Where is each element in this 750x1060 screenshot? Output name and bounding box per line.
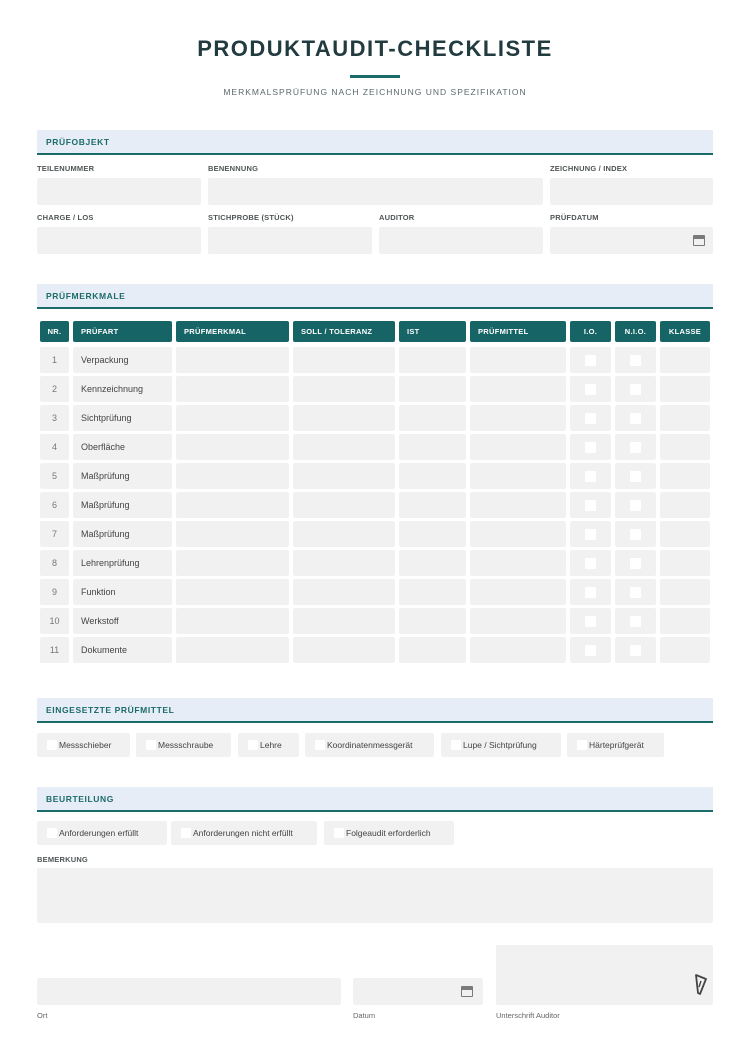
soll-toleranz-input[interactable] bbox=[293, 608, 395, 634]
nio-cell bbox=[615, 405, 656, 431]
charge-field[interactable] bbox=[37, 227, 201, 254]
pruefart-cell: Dokumente bbox=[73, 637, 172, 663]
checkbox[interactable] bbox=[248, 740, 258, 750]
soll-toleranz-input[interactable] bbox=[293, 347, 395, 373]
pruefart-cell: Maßprüfung bbox=[73, 492, 172, 518]
row-number: 5 bbox=[40, 463, 69, 489]
ort-label: Ort bbox=[37, 1011, 48, 1020]
stichprobe-label: STICHPROBE (STÜCK) bbox=[208, 213, 294, 222]
pruefmittel-input[interactable] bbox=[470, 376, 566, 402]
io-cell bbox=[570, 434, 611, 460]
pruefmerkmal-input[interactable] bbox=[176, 521, 289, 547]
option-label: Lehre bbox=[260, 740, 282, 750]
io-checkbox[interactable] bbox=[585, 471, 596, 482]
option-anforderungen-erfuellt[interactable] bbox=[37, 821, 167, 845]
io-checkbox[interactable] bbox=[585, 355, 596, 366]
bemerkung-field[interactable] bbox=[37, 868, 713, 923]
section-pruefobjekt bbox=[37, 130, 713, 155]
calendar-icon[interactable] bbox=[693, 235, 705, 246]
section-beurteilung bbox=[37, 787, 713, 812]
unterschrift-label: Unterschrift Auditor bbox=[496, 1011, 560, 1020]
klasse-input[interactable] bbox=[660, 376, 710, 402]
datum-field[interactable] bbox=[353, 978, 483, 1005]
soll-toleranz-input[interactable] bbox=[293, 463, 395, 489]
column-header-pruefmerkmal: PRÜFMERKMAL bbox=[176, 321, 289, 342]
option-koordinatenmessgeraet[interactable] bbox=[305, 733, 434, 757]
io-cell bbox=[570, 463, 611, 489]
option-label: Anforderungen erfüllt bbox=[59, 828, 139, 838]
io-cell bbox=[570, 550, 611, 576]
io-cell bbox=[570, 637, 611, 663]
pruefmerkmal-input[interactable] bbox=[176, 608, 289, 634]
option-label: Lupe / Sichtprüfung bbox=[463, 740, 537, 750]
option-messschraube[interactable] bbox=[136, 733, 231, 757]
klasse-input[interactable] bbox=[660, 608, 710, 634]
column-header-ist: IST bbox=[399, 321, 466, 342]
option-label: Messschieber bbox=[59, 740, 112, 750]
klasse-input[interactable] bbox=[660, 434, 710, 460]
option-label: Koordinatenmessgerät bbox=[327, 740, 413, 750]
ist-input[interactable] bbox=[399, 579, 466, 605]
pruefmittel-input[interactable] bbox=[470, 405, 566, 431]
option-haertepruefgeraet[interactable] bbox=[567, 733, 664, 757]
io-cell bbox=[570, 376, 611, 402]
row-number: 2 bbox=[40, 376, 69, 402]
option-lupe-sichtpruefung[interactable] bbox=[441, 733, 561, 757]
soll-toleranz-input[interactable] bbox=[293, 405, 395, 431]
row-number: 10 bbox=[40, 608, 69, 634]
nio-checkbox[interactable] bbox=[630, 558, 641, 569]
column-header-io: I.O. bbox=[570, 321, 611, 342]
io-cell bbox=[570, 521, 611, 547]
ist-input[interactable] bbox=[399, 550, 466, 576]
io-checkbox[interactable] bbox=[585, 442, 596, 453]
io-checkbox[interactable] bbox=[585, 384, 596, 395]
soll-toleranz-input[interactable] bbox=[293, 637, 395, 663]
pruefmittel-input[interactable] bbox=[470, 434, 566, 460]
pruefmerkmal-input[interactable] bbox=[176, 463, 289, 489]
io-checkbox[interactable] bbox=[585, 500, 596, 511]
pruefdatum-field[interactable] bbox=[550, 227, 713, 254]
pruefmittel-input[interactable] bbox=[470, 637, 566, 663]
option-label: Folgeaudit erforderlich bbox=[346, 828, 431, 838]
teilenummer-label: TEILENUMMER bbox=[37, 164, 95, 173]
pruefart-cell: Funktion bbox=[73, 579, 172, 605]
io-checkbox[interactable] bbox=[585, 558, 596, 569]
ist-input[interactable] bbox=[399, 376, 466, 402]
io-checkbox[interactable] bbox=[585, 529, 596, 540]
pruefmerkmal-input[interactable] bbox=[176, 405, 289, 431]
column-header-nr: NR. bbox=[40, 321, 69, 342]
pruefmittel-input[interactable] bbox=[470, 492, 566, 518]
option-messschieber[interactable] bbox=[37, 733, 130, 757]
soll-toleranz-input[interactable] bbox=[293, 434, 395, 460]
column-header-pruefmittel: PRÜFMITTEL bbox=[470, 321, 566, 342]
nio-cell bbox=[615, 550, 656, 576]
pruefart-cell: Werkstoff bbox=[73, 608, 172, 634]
nio-checkbox[interactable] bbox=[630, 471, 641, 482]
io-cell bbox=[570, 347, 611, 373]
io-checkbox[interactable] bbox=[585, 616, 596, 627]
column-header-pruefart: PRÜFART bbox=[73, 321, 172, 342]
io-cell bbox=[570, 579, 611, 605]
pruefmerkmal-input[interactable] bbox=[176, 347, 289, 373]
io-cell bbox=[570, 492, 611, 518]
klasse-input[interactable] bbox=[660, 521, 710, 547]
soll-toleranz-input[interactable] bbox=[293, 521, 395, 547]
pruefmerkmal-input[interactable] bbox=[176, 376, 289, 402]
pruefdatum-label: PRÜFDATUM bbox=[550, 213, 599, 222]
section-pruefmerkmale bbox=[37, 284, 713, 309]
klasse-input[interactable] bbox=[660, 463, 710, 489]
bemerkung-label: BEMERKUNG bbox=[37, 855, 88, 864]
zeichnung-field[interactable] bbox=[550, 178, 713, 205]
checkbox[interactable] bbox=[334, 828, 344, 838]
io-checkbox[interactable] bbox=[585, 645, 596, 656]
zeichnung-label: ZEICHNUNG / INDEX bbox=[550, 164, 628, 173]
checkbox[interactable] bbox=[315, 740, 325, 750]
checkbox[interactable] bbox=[577, 740, 587, 750]
auditor-field[interactable] bbox=[379, 227, 543, 254]
pruefmittel-input[interactable] bbox=[470, 579, 566, 605]
nio-cell bbox=[615, 376, 656, 402]
section-heading: PRÜFMERKMALE bbox=[46, 291, 126, 301]
nio-checkbox[interactable] bbox=[630, 384, 641, 395]
column-header-nio: N.I.O. bbox=[615, 321, 656, 342]
calendar-icon[interactable] bbox=[461, 986, 473, 997]
section-pruefmittel bbox=[37, 698, 713, 723]
io-cell bbox=[570, 405, 611, 431]
nio-cell bbox=[615, 492, 656, 518]
row-number: 9 bbox=[40, 579, 69, 605]
ist-input[interactable] bbox=[399, 608, 466, 634]
pruefmittel-input[interactable] bbox=[470, 608, 566, 634]
soll-toleranz-input[interactable] bbox=[293, 376, 395, 402]
nio-checkbox[interactable] bbox=[630, 442, 641, 453]
ist-input[interactable] bbox=[399, 463, 466, 489]
pruefmittel-input[interactable] bbox=[470, 463, 566, 489]
pruefmittel-input[interactable] bbox=[470, 347, 566, 373]
soll-toleranz-input[interactable] bbox=[293, 579, 395, 605]
ist-input[interactable] bbox=[399, 521, 466, 547]
nio-checkbox[interactable] bbox=[630, 587, 641, 598]
io-checkbox[interactable] bbox=[585, 587, 596, 598]
ort-field[interactable] bbox=[37, 978, 341, 1005]
pruefmittel-input[interactable] bbox=[470, 521, 566, 547]
pruefart-cell: Verpackung bbox=[73, 347, 172, 373]
pruefmerkmal-input[interactable] bbox=[176, 637, 289, 663]
pruefmerkmal-input[interactable] bbox=[176, 579, 289, 605]
checkbox[interactable] bbox=[146, 740, 156, 750]
pruefart-cell: Oberfläche bbox=[73, 434, 172, 460]
benennung-field[interactable] bbox=[208, 178, 543, 205]
checkbox[interactable] bbox=[47, 828, 57, 838]
pruefart-cell: Lehrenprüfung bbox=[73, 550, 172, 576]
io-checkbox[interactable] bbox=[585, 413, 596, 424]
klasse-input[interactable] bbox=[660, 405, 710, 431]
nio-cell bbox=[615, 463, 656, 489]
checkbox[interactable] bbox=[181, 828, 191, 838]
nio-checkbox[interactable] bbox=[630, 529, 641, 540]
checkbox[interactable] bbox=[47, 740, 57, 750]
klasse-input[interactable] bbox=[660, 637, 710, 663]
row-number: 7 bbox=[40, 521, 69, 547]
teilenummer-field[interactable] bbox=[37, 178, 201, 205]
auditor-label: AUDITOR bbox=[379, 213, 415, 222]
section-heading: EINGESETZTE PRÜFMITTEL bbox=[46, 705, 175, 715]
option-label: Härteprüfgerät bbox=[589, 740, 644, 750]
soll-toleranz-input[interactable] bbox=[293, 492, 395, 518]
nio-checkbox[interactable] bbox=[630, 645, 641, 656]
nio-cell bbox=[615, 637, 656, 663]
section-heading: BEURTEILUNG bbox=[46, 794, 114, 804]
klasse-input[interactable] bbox=[660, 347, 710, 373]
page-subtitle: MERKMALSPRÜFUNG NACH ZEICHNUNG UND SPEZIFIKATION bbox=[223, 87, 527, 97]
nio-checkbox[interactable] bbox=[630, 413, 641, 424]
row-number: 11 bbox=[40, 637, 69, 663]
klasse-input[interactable] bbox=[660, 492, 710, 518]
stichprobe-field[interactable] bbox=[208, 227, 372, 254]
pruefart-cell: Maßprüfung bbox=[73, 521, 172, 547]
section-heading: PRÜFOBJEKT bbox=[46, 137, 110, 147]
row-number: 3 bbox=[40, 405, 69, 431]
pen-nib-icon bbox=[693, 973, 709, 997]
ist-input[interactable] bbox=[399, 405, 466, 431]
pruefmerkmal-input[interactable] bbox=[176, 550, 289, 576]
pruefmerkmal-input[interactable] bbox=[176, 434, 289, 460]
nio-cell bbox=[615, 521, 656, 547]
nio-checkbox[interactable] bbox=[630, 616, 641, 627]
ist-input[interactable] bbox=[399, 492, 466, 518]
nio-cell bbox=[615, 579, 656, 605]
page-title: PRODUKTAUDIT-CHECKLISTE bbox=[197, 36, 553, 61]
signature-field[interactable] bbox=[496, 945, 713, 1005]
row-number: 6 bbox=[40, 492, 69, 518]
datum-label: Datum bbox=[353, 1011, 376, 1020]
option-label: Anforderungen nicht erfüllt bbox=[193, 828, 293, 838]
ist-input[interactable] bbox=[399, 347, 466, 373]
soll-toleranz-input[interactable] bbox=[293, 550, 395, 576]
column-header-klasse: KLASSE bbox=[660, 321, 710, 342]
klasse-input[interactable] bbox=[660, 579, 710, 605]
checkbox[interactable] bbox=[451, 740, 461, 750]
nio-cell bbox=[615, 434, 656, 460]
pruefmittel-input[interactable] bbox=[470, 550, 566, 576]
nio-checkbox[interactable] bbox=[630, 500, 641, 511]
pruefart-cell: Kennzeichnung bbox=[73, 376, 172, 402]
nio-checkbox[interactable] bbox=[630, 355, 641, 366]
option-anforderungen-nicht-erfuellt[interactable] bbox=[171, 821, 317, 845]
charge-label: CHARGE / LOS bbox=[37, 213, 94, 222]
pruefart-cell: Maßprüfung bbox=[73, 463, 172, 489]
klasse-input[interactable] bbox=[660, 550, 710, 576]
nio-cell bbox=[615, 347, 656, 373]
option-label: Messschraube bbox=[158, 740, 214, 750]
option-lehre[interactable] bbox=[238, 733, 299, 757]
title-underline bbox=[350, 75, 400, 78]
pruefart-cell: Sichtprüfung bbox=[73, 405, 172, 431]
option-folgeaudit-erforderlich[interactable] bbox=[324, 821, 454, 845]
row-number: 8 bbox=[40, 550, 69, 576]
nio-cell bbox=[615, 608, 656, 634]
benennung-label: BENENNUNG bbox=[208, 164, 259, 173]
pruefmerkmal-input[interactable] bbox=[176, 492, 289, 518]
ist-input[interactable] bbox=[399, 637, 466, 663]
column-header-soll-toleranz: SOLL / TOLERANZ bbox=[293, 321, 395, 342]
row-number: 4 bbox=[40, 434, 69, 460]
ist-input[interactable] bbox=[399, 434, 466, 460]
row-number: 1 bbox=[40, 347, 69, 373]
io-cell bbox=[570, 608, 611, 634]
